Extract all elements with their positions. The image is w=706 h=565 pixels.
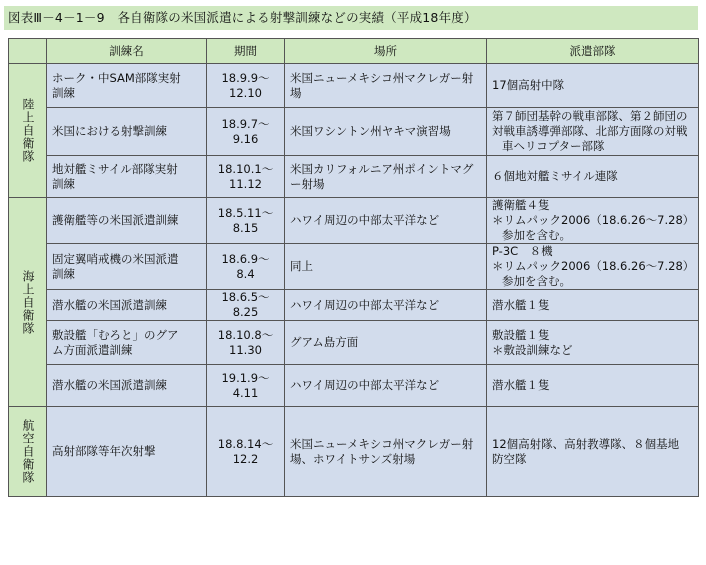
place-cell (285, 365, 487, 407)
training-cell-line: 地対艦ミサイル部隊実射 (52, 161, 178, 176)
units-cell (487, 407, 699, 497)
place-cell-line: 米国ニューメキシコ州マクレガー射 (290, 70, 474, 85)
table-row (9, 108, 699, 156)
table-row (9, 198, 699, 244)
place-cell-line: 米国カリフォルニア州ポイントマグ (290, 161, 474, 176)
training-cell-line: 訓練 (52, 176, 75, 191)
period-cell-line: 18.10.1～ (217, 161, 274, 176)
place-cell-line: ハワイ周辺の中部太平洋など (290, 378, 440, 392)
table-row (9, 290, 699, 321)
training-cell-line: ム方面派遣訓練 (52, 342, 133, 357)
table-row (9, 156, 699, 198)
training-cell-line: 潜水艦の米国派遣訓練 (52, 378, 167, 392)
period-cell-line: 12.2 (232, 451, 259, 466)
group-label: 陸上自衛隊 (9, 64, 47, 198)
period-cell-line: 18.9.7～ (221, 116, 270, 131)
units-cell-line: ６個地対艦ミサイル連隊 (492, 169, 618, 183)
period-cell-line: 18.6.9～ (221, 251, 270, 266)
table-row (9, 365, 699, 407)
units-cell-line: ＊リムパック2006（18.6.26～7.28） (492, 213, 695, 227)
units-cell (487, 156, 699, 198)
units-cell-line: 参加を含む。 (502, 228, 571, 242)
period-cell (207, 198, 285, 244)
header-place: 場所 (285, 39, 487, 64)
training-cell-line: 訓練 (52, 85, 75, 100)
period-cell (207, 290, 285, 321)
period-cell-line: 4.11 (232, 385, 259, 400)
place-cell (285, 64, 487, 108)
header-row (9, 39, 699, 64)
units-cell-line: 対戦車誘導弾部隊、北部方面隊の対戦 (492, 124, 688, 138)
training-cell-line: 訓練 (52, 266, 75, 281)
period-cell (207, 365, 285, 407)
training-cell-line: 高射部隊等年次射撃 (52, 444, 156, 458)
training-cell-line: ホーク・中SAM部隊実射 (52, 70, 181, 85)
units-cell-line: 防空隊 (492, 451, 527, 466)
place-cell-line: 米国ワシントン州ヤキマ演習場 (290, 124, 451, 138)
place-cell-line: 米国ニューメキシコ州マクレガー射 (290, 436, 474, 451)
training-cell-line: 潜水艦の米国派遣訓練 (52, 297, 167, 312)
period-cell-line: 8.25 (232, 305, 259, 319)
period-cell (207, 64, 285, 108)
period-cell (207, 407, 285, 497)
place-cell-line: 場 (290, 85, 302, 100)
place-cell (285, 321, 487, 365)
header-period: 期間 (207, 39, 285, 64)
units-cell-line: 12個高射隊、高射教導隊、８個基地 (492, 436, 680, 451)
units-cell (487, 108, 699, 156)
training-cell (47, 407, 207, 497)
units-cell (487, 365, 699, 407)
period-cell-line: 12.10 (229, 85, 262, 100)
period-cell-line: 19.1.9～ (221, 370, 270, 385)
place-cell (285, 156, 487, 198)
period-cell-line: 18.6.5～ (221, 290, 270, 304)
units-cell-line: 敷設艦１隻 (492, 327, 550, 342)
units-cell (487, 64, 699, 108)
training-cell (47, 156, 207, 198)
training-cell (47, 290, 207, 321)
training-cell-line: 敷設艦「むろと」のグア (52, 327, 179, 342)
units-cell-line: 潜水艦１隻 (492, 297, 550, 312)
period-cell-line: 18.10.8～ (217, 327, 274, 342)
place-cell-line: グアム島方面 (290, 335, 359, 349)
place-cell-line: ー射場 (290, 176, 325, 191)
place-cell (285, 290, 487, 321)
units-cell-line: P-3C ８機 (492, 244, 553, 258)
units-cell-line: ＊敷設訓練など (492, 342, 573, 357)
group-label: 航空自衛隊 (9, 407, 47, 497)
header-training: 訓練名 (47, 39, 207, 64)
header-group (9, 39, 47, 64)
period-cell-line: 18.8.14～ (217, 436, 274, 451)
training-cell-line: 護衛艦等の米国派遣訓練 (52, 213, 179, 227)
group-label: 海上自衛隊 (9, 198, 47, 407)
period-cell-line: 18.9.9～ (221, 70, 270, 85)
period-cell (207, 321, 285, 365)
place-cell (285, 108, 487, 156)
table-row (9, 64, 699, 108)
place-cell-line: 同上 (290, 259, 313, 273)
period-cell-line: 8.15 (232, 220, 259, 235)
period-cell (207, 108, 285, 156)
figure-title: 図表Ⅲ－4－1－9 各自衛隊の米国派遣による射撃訓練などの実績（平成18年度） (4, 6, 698, 30)
place-cell-line: 場、ホワイトサンズ射場 (290, 451, 416, 466)
training-cell-line: 米国における射撃訓練 (52, 124, 167, 138)
units-cell (487, 244, 699, 290)
units-cell-line: 護衛艦４隻 (492, 198, 550, 212)
period-cell-line: 8.4 (236, 266, 255, 281)
period-cell-line: 11.30 (229, 342, 262, 357)
units-cell-line: 17個高射中隊 (492, 78, 565, 92)
units-cell (487, 198, 699, 244)
place-cell (285, 244, 487, 290)
place-cell-line: ハワイ周辺の中部太平洋など (290, 213, 440, 227)
place-cell-line: ハワイ周辺の中部太平洋など (290, 297, 440, 312)
units-cell (487, 321, 699, 365)
training-cell (47, 64, 207, 108)
training-cell (47, 244, 207, 290)
period-cell-line: 11.12 (229, 176, 262, 191)
units-cell-line: ＊リムパック2006（18.6.26～7.28） (492, 259, 695, 273)
training-table (8, 38, 699, 497)
training-cell (47, 365, 207, 407)
training-cell (47, 198, 207, 244)
training-cell (47, 321, 207, 365)
period-cell (207, 244, 285, 290)
header-units: 派遣部隊 (487, 39, 699, 64)
training-cell-line: 固定翼哨戒機の米国派遣 (52, 251, 179, 266)
period-cell-line: 9.16 (232, 131, 259, 146)
units-cell-line: 潜水艦１隻 (492, 378, 550, 392)
table-row (9, 321, 699, 365)
place-cell (285, 198, 487, 244)
table-row (9, 407, 699, 497)
units-cell (487, 290, 699, 321)
period-cell-line: 18.5.11～ (217, 205, 274, 220)
units-cell-line: 車ヘリコプター部隊 (502, 139, 605, 153)
units-cell-line: 参加を含む。 (502, 274, 571, 288)
units-cell-line: 第７師団基幹の戦車部隊、第２師団の (492, 109, 688, 123)
period-cell (207, 156, 285, 198)
place-cell (285, 407, 487, 497)
training-cell (47, 108, 207, 156)
table-row (9, 244, 699, 290)
